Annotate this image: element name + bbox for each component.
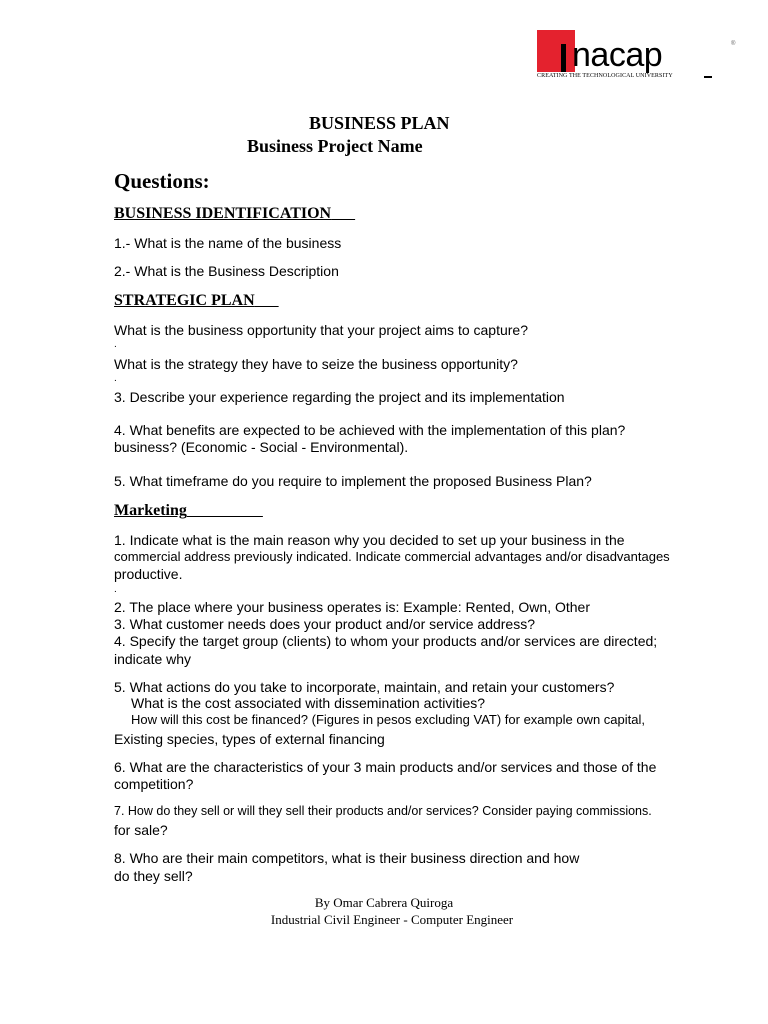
marketing-item: 5. What actions do you take to incorporate, maintain, and retain your customers?: [114, 679, 615, 695]
registered-mark: ®: [731, 41, 736, 47]
inacap-logo-tagline: CREATING THE TECHNOLOGICAL UNIVERSITY: [537, 73, 673, 79]
strategic-item: 5. What timeframe do you require to implement the proposed Business Plan?: [114, 473, 592, 489]
marketing-item: 2. The place where your business operates is: Example: Rented, Own, Other: [114, 599, 590, 615]
marketing-item: How will this cost be financed? (Figures in pesos excluding VAT) for example own capital,: [131, 712, 645, 727]
strategic-item: What is the strategy they have to seize the business opportunity?: [114, 356, 518, 372]
marketing-item: 3. What customer needs does your product and/or service address?: [114, 616, 535, 632]
marketing-item: 7. How do they sell or will they sell their products and/or services? Consider paying commissions.: [114, 804, 652, 818]
strategic-item: 3. Describe your experience regarding the project and its implementation: [114, 389, 565, 405]
section-heading-identification: BUSINESS IDENTIFICATION: [114, 205, 332, 222]
section-heading-strategic: STRATEGIC PLAN: [114, 292, 255, 309]
marketing-item: commercial address previously indicated. Indicate commercial advantages and/or disadvantages: [114, 549, 670, 564]
inacap-logo-text: nacap: [572, 36, 663, 74]
marketing-item: .: [114, 584, 117, 595]
strategic-item: What is the business opportunity that your project aims to capture?: [114, 322, 528, 338]
footer-author: By Omar Cabrera Quiroga: [314, 895, 454, 910]
strategic-item: .: [114, 339, 117, 350]
document-title: BUSINESS PLAN: [309, 113, 450, 133]
marketing-item: 8. Who are their main competitors, what is their business direction and how: [114, 850, 580, 866]
identification-item: 1.- What is the name of the business: [114, 235, 342, 251]
inacap-logo-block: [537, 30, 575, 72]
marketing-item: for sale?: [114, 822, 168, 838]
marketing-item: 4. Specify the target group (clients) to whom your products and/or services are directed;: [114, 633, 658, 649]
strategic-item: .: [114, 373, 117, 384]
footer-role: Industrial Civil Engineer - Computer Engineer: [270, 912, 514, 927]
marketing-item: What is the cost associated with dissemination activities?: [131, 695, 486, 711]
strategic-item: 4. What benefits are expected to be achieved with the implementation of this plan?: [114, 422, 626, 438]
inacap-logo-i-bar: [561, 44, 566, 72]
marketing-item: do they sell?: [114, 868, 193, 884]
marketing-item: productive.: [114, 566, 183, 582]
marketing-item: competition?: [114, 776, 194, 792]
marketing-item: indicate why: [114, 651, 192, 667]
strategic-item: business? (Economic - Social - Environmental).: [114, 439, 409, 455]
marketing-item: 1. Indicate what is the main reason why you decided to set up your business in the: [114, 532, 625, 548]
document-subtitle: Business Project Name: [247, 136, 423, 156]
questions-heading: Questions:: [114, 169, 210, 193]
section-heading-marketing: Marketing: [114, 502, 187, 519]
marketing-item: 6. What are the characteristics of your 3 main products and/or services and those of the: [114, 759, 657, 775]
logo-small-bar: [704, 76, 712, 78]
marketing-item: Existing species, types of external financing: [114, 731, 385, 747]
identification-item: 2.- What is the Business Description: [114, 263, 339, 279]
